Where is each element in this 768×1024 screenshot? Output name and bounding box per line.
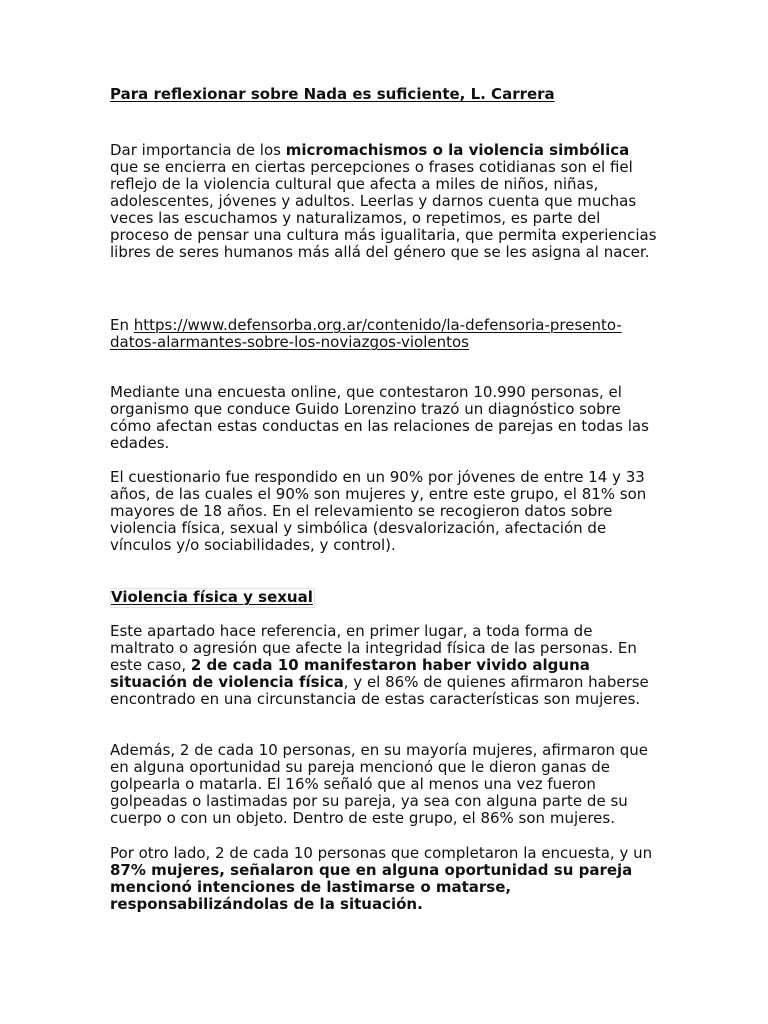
paragraph-ademas: Además, 2 de cada 10 personas, en su mayoría mujeres, afirmaron que en alguna oportunidad su pareja mencionó que le dieron ganas de golpearla o matarla. El 16% señaló que al menos una vez fueron golpeadas o lastimadas por su pareja, ya sea con alguna parte de su cuerpo o con un objeto. Dentro de este grupo, el 86% son mujeres. [110, 741, 649, 827]
paragraph-source-link [110, 317, 650, 351]
source-link[interactable]: https://www.defensorba.org.ar/contenido/la-defensoria-presento-datos-alarmantes-sobre-los-noviazgos-violentos [110, 316, 622, 351]
paragraph-text: que se encierra en ciertas percepciones o frases cotidianas son el fiel reflejo de la violencia cultural que afecta a miles de niños, niñas, adolescentes, jóvenes y adultos. Leerlas y darnos cuenta que muchas veces las escuchamos y naturalizamos, o repetimos, es parte del proceso de pensar una cultura más igualitaria, que permita experiencias libres de seres humanos más allá del género que se les asigna al nacer. [110, 158, 657, 261]
section-heading [110, 588, 315, 608]
bold-phrase: 2 de cada 10 manifestaron haber vivido alguna situación de violencia física [110, 656, 590, 691]
paragraph-micromachismos [110, 142, 658, 261]
paragraph-text: En [110, 316, 134, 334]
paragraph-text: Dar importancia de los [110, 141, 286, 159]
bold-phrase: micromachismos o la violencia simbólica [285, 141, 630, 159]
paragraph-por-otro-lado [110, 845, 658, 913]
paragraph-text: Por otro lado, 2 de cada 10 personas que completaron la encuesta, y un [110, 844, 653, 862]
paragraph-encuesta: Mediante una encuesta online, que contestaron 10.990 personas, el organismo que conduce Guido Lorenzino trazó un diagnóstico sobre cómo afectan estas conductas en las relaciones de parejas en todas las edades. [110, 383, 649, 452]
paragraph-violencia-fisica [110, 623, 658, 708]
document-title: Para reflexionar sobre Nada es suficiente, L. Carrera [110, 85, 555, 103]
paragraph-text: Este apartado hace referencia, en primer lugar, a toda forma de maltrato o agresión que afecte la integridad física de las personas. En este caso, [110, 622, 637, 674]
paragraph-cuestionario: El cuestionario fue respondido en un 90% por jóvenes de entre 14 y 33 años, de las cuales el 90% son mujeres y, entre este grupo, el 81% son mayores de 18 años. En el relevamiento se recogieron datos sobre violencia física, sexual y simbólica (desvalorización, afectación de vínculos y/o sociabilidades, y control). [110, 468, 647, 554]
paragraph-text: , y el 86% de quienes afirmaron haberse encontrado en una circunstancia de estas características son mujeres. [110, 673, 649, 708]
bold-phrase: 87% mujeres, señalaron que en alguna oportunidad su pareja mencionó intenciones de lastimarse o matarse, responsabilizándolas de la situación. [110, 861, 633, 913]
section-heading-text: Violencia física y sexual [111, 588, 313, 606]
